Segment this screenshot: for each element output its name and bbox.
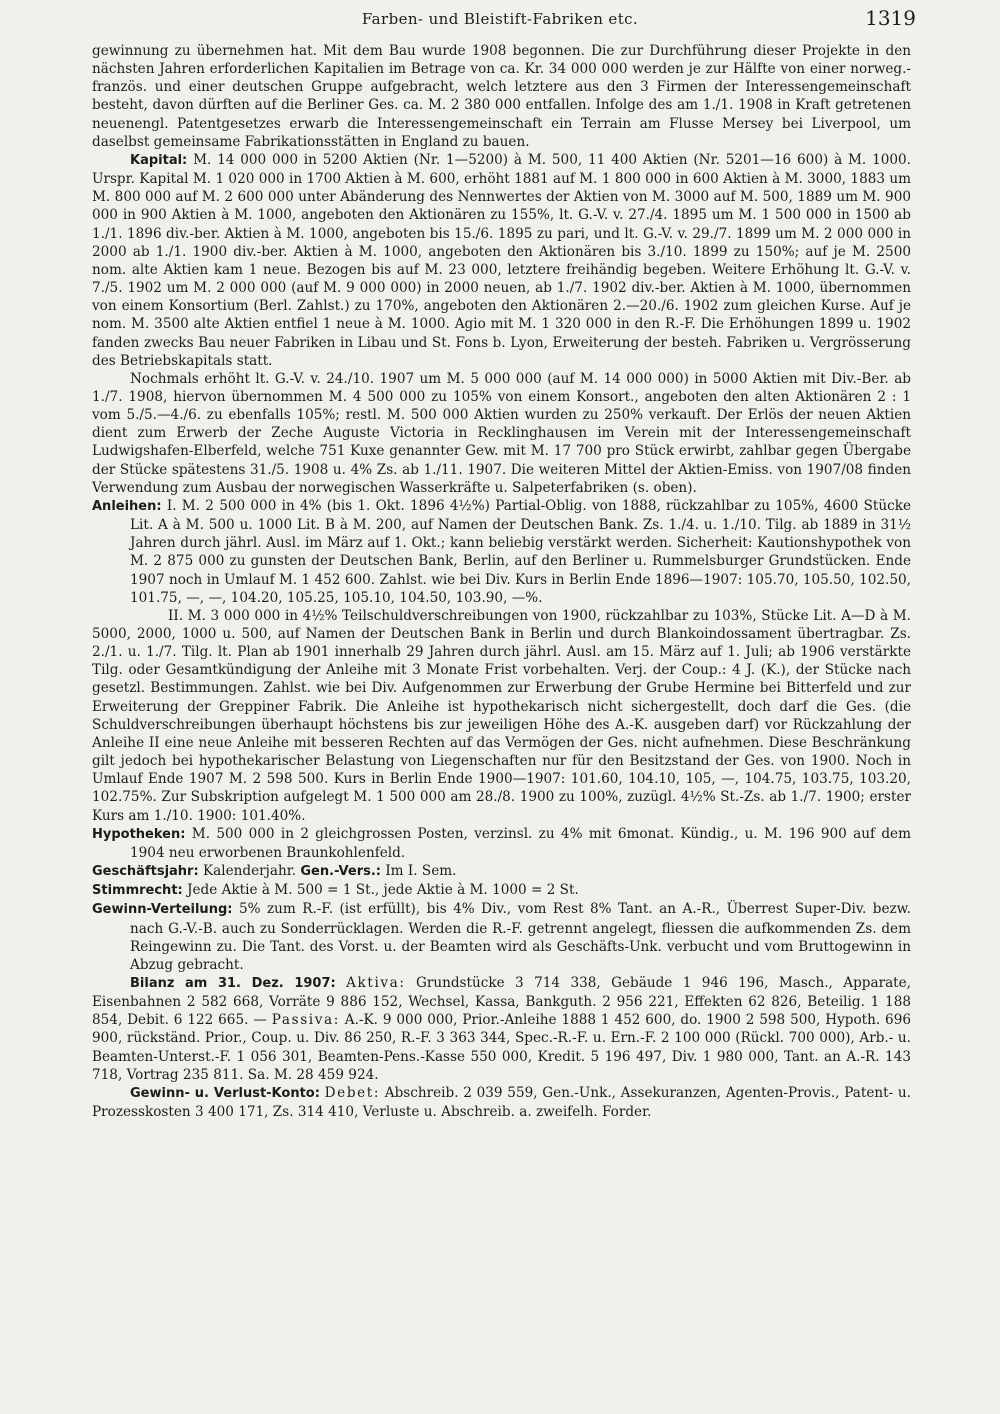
- anleihen-label: Anleihen:: [92, 498, 162, 514]
- geschaeftsjahr-paragraph: [92, 862, 911, 881]
- passiva-text: A.-K. 9 000 000, Prior.-Anleihe 1888 1 452 600, do. 1900 2 598 500, Hypoth. 696 900, rückständ. Prior., Coup. u. Div. 86 250, R.-F. 3 363 344, Spec.-R.-F. u. Ern.-F. 2 100 000 (Rückl. 700 000), Arb.- u. Beamten-Unterst.-F. 1 056 301, Beamten-Pens.-Kasse 550 000, Kredit. 5 196 497, Div. 1 980 000, Tant. an A.-R. 143 718, Vortrag 235 811. Sa. M. 28 459 924.: [92, 1012, 912, 1083]
- kapital-paragraph-2: Nochmals erhöht lt. G.-V. v. 24./10. 1907 um M. 5 000 000 (auf M. 14 000 000) in 5000 Aktien mit Div.-Ber. ab 1./7. 1908, hiervon übernommen M. 4 500 000 zu 105% von einem Konsort., angeboten den alten Aktionären 2 : 1 vom 5./5.—4./6. zu ebenfalls 105%; restl. M. 500 000 Aktien wurden zu 250% verkauft. Der Erlös der neuen Aktien dient zum Erwerb der Zeche Auguste Victoria in Recklinghausen im Verein mit der Interessengemeinschaft Ludwigshafen-Elberfeld, welche 751 Kuxe genannter Gew. mit M. 17 700 pro Stück erwirbt, zahlbar gegen Übergabe der Stücke spätestens 31./5. 1908 u. 4% Zs. ab 1./11. 1907. Die weiteren Mittel der Aktien-Emiss. von 1907/08 finden Verwendung zum Ausbau der norwegischen Wasserkräfte u. Salpeterfabriken (s. oben).: [92, 370, 911, 496]
- page-body: [92, 42, 911, 1121]
- aktiva-text: Grundstücke 3 714 338, Gebäude 1 946 196, Masch., Apparate, Eisenbahnen 2 582 668, Vorräte 9 886 152, Wechsel, Kassa, Bankguth. 2 956 221, Effekten 62 826, Beteilig. 1 188 854, Debit. 6 122 665. —: [92, 974, 912, 1029]
- bilanz-label: Bilanz am 31. Dez. 1907:: [130, 975, 336, 991]
- aktiva-label: Aktiva:: [346, 974, 406, 991]
- kapital-label: Kapital:: [130, 152, 188, 168]
- gewinn-verlust-label: Gewinn- u. Verlust-Konto:: [130, 1085, 320, 1101]
- intro-paragraph: gewinnung zu übernehmen hat. Mit dem Bau wurde 1908 begonnen. Die zur Durchführung dieser Projekte in den nächsten Jahren erforderlichen Kapitalien im Betrage von ca. Kr. 34 000 000 werden je zur Hälfte von einer norweg.-französ. und einer deutschen Gruppe aufgebracht, welch letztere aus den 3 Firmen der Interessengemeinschaft besteht, davon dürften auf die Berliner Ges. ca. M. 2 380 000 entfallen. Infolge des am 1./1. 1908 in Kraft getretenen neuenengl. Patentgesetzes erwarb die Interessengemeinschaft ein Terrain am Flusse Mersey bei Liverpool, um daselbst gemeinsame Fabrikationsstätten in England zu bauen.: [92, 43, 911, 150]
- running-title: Farben- und Bleistift-Fabriken etc.: [361, 10, 639, 28]
- gewinn-verlust-paragraph: [92, 1084, 911, 1121]
- kapital-text: M. 14 000 000 in 5200 Aktien (Nr. 1—5200) à M. 500, 11 400 Aktien (Nr. 5201—16 600) à M. 1000. Urspr. Kapital M. 1 020 000 in 1700 Aktien à M. 600, erhöht 1881 auf M. 1 800 000 in 600 Aktien à M. 3000, 1883 um M. 800 000 auf M. 2 600 000 unter Abänderung des Nennwertes der Aktien von M. 3000 auf M. 500, 1889 um M. 900 000 in 900 Aktien à M. 1000, angeboten den Aktionären zu 155%, lt. G.-V. v. 27./4. 1895 um M. 1 500 000 in 1500 ab 1./1. 1896 div.-ber. Aktien à M. 1000, angeboten bis 15./6. 1895 zu pari, und lt. G.-V. v. 29./7. 1899 um M. 2 000 000 in 2000 ab 1./1. 1900 div.-ber. Aktien à M. 1000, angeboten den Aktionären bis 3./10. 1899 zu 150%; auf je M. 2500 nom. alte Aktien kam 1 neue. Bezogen bis auf M. 23 000, letztere freihändig begeben. Weitere Erhöhung lt. G.-V. v. 7./5. 1902 um M. 2 000 000 (auf M. 9 000 000) in 2000 neuen, ab 1./7. 1902 div.-ber. Aktien à M. 1000, übernommen von einem Konsortium (Berl. Zahlst.) zu 170%, angeboten den Aktionären 2.—20./6. 1902 zum gleichen Kurse. Auf je nom. M. 3500 alte Aktien entfiel 1 neue à M. 1000. Agio mit M. 1 320 000 in den R.-F. Die Erhöhungen 1899 u. 1902 fanden zwecks Bau neuer Fabriken in Libau und St. Fons b. Lyon, Erweiterung der besteh. Fabriken u. Vergrösserung des Betriebskapitals statt.: [92, 151, 911, 369]
- anleihen-text: I. M. 2 500 000 in 4% (bis 1. Okt. 1896 4½%) Partial-Oblig. von 1888, rückzahlbar zu 105%, 4600 Stücke Lit. A à M. 500 u. 1000 Lit. B à M. 200, auf Namen der Deutschen Bank. Zs. 1./4. u. 1./10. Tilg. ab 1889 in 31½ Jahren durch jährl. Ausl. im März auf 1. Okt.; kann beliebig verstärkt werden. Sicherheit: Kautionshypothek von M. 2 875 000 zu gunsten der Deutschen Bank, Berlin, auf den Berliner u. Rummelsburger Grundstücken. Ende 1907 noch in Umlauf M. 1 452 600. Zahlst. wie bei Div. Kurs in Berlin Ende 1896—1907: 105.70, 105.50, 102.50, 101.75, —, —, 104.20, 105.25, 105.10, 104.50, 103.90, —%.: [130, 497, 911, 606]
- geschaeftsjahr-text: Kalenderjahr.: [203, 863, 297, 880]
- page-header: [0, 6, 1000, 34]
- hypotheken-label: Hypotheken:: [92, 826, 186, 842]
- debet-label: Debet:: [324, 1084, 381, 1101]
- anleihen-paragraph: [92, 497, 911, 607]
- kapital-paragraph: [92, 151, 911, 370]
- page-number: 1319: [865, 6, 916, 30]
- bilanz-paragraph: [92, 974, 911, 1084]
- passiva-label: Passiva:: [271, 1012, 340, 1029]
- stimmrecht-label: Stimmrecht:: [92, 883, 183, 899]
- gewinn-verlust-text: Abschreib. 2 039 559, Gen.-Unk., Assekuranzen, Agenten-Provis., Patent- u. Prozesskosten 3 400 171, Zs. 314 410, Verluste u. Abschreib. a. zweifelh. Forder.: [92, 1084, 911, 1121]
- hypotheken-text: M. 500 000 in 2 gleichgrossen Posten, verzinsl. zu 4% mit 6monat. Kündig., u. M. 196 900 auf dem 1904 neu erworbenen Braunkohlenfeld.: [130, 825, 911, 861]
- geschaeftsjahr-label: Geschäftsjahr:: [92, 864, 199, 880]
- gewinnverteilung-paragraph: [92, 900, 911, 974]
- gewinnverteilung-label: Gewinn-Verteilung:: [92, 902, 233, 918]
- stimmrecht-text: Jede Aktie à M. 500 = 1 St., jede Aktie à M. 1000 = 2 St.: [187, 882, 579, 899]
- anleihen-paragraph-2: II. M. 3 000 000 in 4½% Teilschuldverschreibungen von 1900, rückzahlbar zu 103%, Stücke Lit. A—D à M. 5000, 2000, 1000 u. 500, auf Namen der Deutschen Bank in Berlin und durch Blankoindossament übertragbar. Zs. 2./1. u. 1./7. Tilg. lt. Plan ab 1901 innerhalb 29 Jahren durch jährl. Ausl. am 15. März auf 1. Juli; ab 1906 verstärkte Tilg. oder Gesamtkündigung der Anleihe mit 3 Monate Frist vorbehalten. Verj. der Coup.: 4 J. (K.), der Stücke nach gesetzl. Bestimmungen. Zahlst. wie bei Div. Aufgenommen zur Erwerbung der Grube Hermine bei Bitterfeld und zur Erweiterung der Greppiner Fabrik. Die Anleihe ist hypothekarisch nicht sichergestellt, doch darf die Ges. (die Schuldverschreibungen überhaupt höchstens bis zur jeweiligen Höhe des A.-K. ausgeben darf) vor Rückzahlung der Anleihe II eine neue Anleihe mit besseren Rechten auf das Vermögen der Ges. nicht aufnehmen. Diese Beschränkung gilt jedoch bei hypothekarischer Belastung von Liegenschaften nur für den Besitzstand der Ges. von 1900. Noch in Umlauf Ende 1907 M. 2 598 500. Kurs in Berlin Ende 1900—1907: 101.60, 104.10, 105, —, 104.75, 103.75, 103.20, 102.75%. Zur Subskription aufgelegt M. 1 500 000 am 28./8. 1900 zu 100%, zuzügl. 4½% St.-Zs. ab 1./7. 1900; erster Kurs am 1./10. 1900: 101.40%.: [92, 607, 911, 824]
- gen-vers-label: Gen.-Vers.:: [300, 864, 381, 880]
- gen-vers-text: Im I. Sem.: [385, 863, 457, 880]
- stimmrecht-paragraph: [92, 881, 911, 900]
- gewinnverteilung-text: 5% zum R.-F. (ist erfüllt), bis 4% Div., vom Rest 8% Tant. an A.-R., Überrest Super-Div. bezw. nach G.-V.-B. auch zu Sonderrücklagen. Werden die R.-F. getrennt angelegt, fliessen die aufkommenden Zs. dem Reingewinn zu. Die Tant. des Vorst. u. der Beamten wird als Geschäfts-Unk. verbucht und vom Bruttogewinn in Abzug gebracht.: [130, 901, 911, 973]
- hypotheken-paragraph: [92, 825, 911, 862]
